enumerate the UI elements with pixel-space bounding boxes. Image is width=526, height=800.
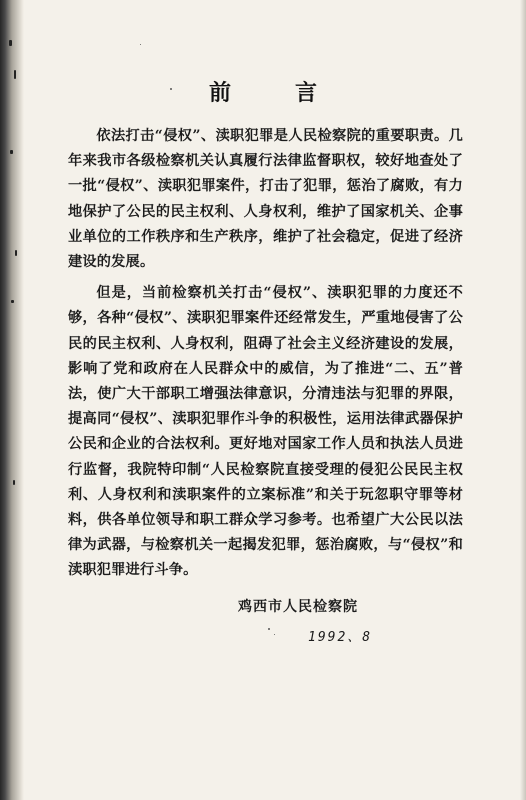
binding-edge-shadow [0,0,24,800]
scan-speck [274,634,275,635]
scan-speck [140,44,141,45]
issue-date: 1992、8 [308,630,373,645]
scan-speck [170,88,172,90]
paragraph-2: 但是，当前检察机关打击“侵权”、渎职犯罪的力度还不够，各种“侵权”、渎职犯罪案件还经常发生，严重地侵害了公民的民主权利、人身权利，阻碍了社会主义经济建设的发展，影响了党和政府在人民群众中的威信，为了推进“二、五”普法，使广大干部职工增强法律意识，分清违法与犯罪的界限，提高同“侵权”、渎职犯罪作斗争的积极性，运用法律武器保护公民和企业的合法权利。更好地对国家工作人员和执法人员进行监督，我院特印制“人民检察院直接受理的侵犯公民民主权利、人身权利和渎职案件的立案标准”和关于玩忽职守罪等材料，供各单位领导和职工群众学习参考。也希望广大公民以法律为武器，与检察机关一起揭发犯罪，惩治腐败，与“侵权”和渎职犯罪进行斗争。 [68,285,463,579]
page-right-edge [520,0,526,800]
preface-body [68,124,463,590]
paragraph-1: 依法打击“侵权”、渎职犯罪是人民检察院的重要职责。几年来我市各级检察机关认真履行法律监督职权，较好地查处了一批“侵权”、渎职犯罪案件，打击了犯罪，惩治了腐败，有力地保护了公民的民主权利、人身权利，维护了国家机关、企事业单位的工作秩序和生产秩序，维护了社会稳定，促进了经济建设的发展。 [68,128,463,271]
page-title: 前言 [208,80,381,106]
scan-speck [268,628,270,630]
issuer-signature: 鸡西市人民检察院 [238,599,358,615]
